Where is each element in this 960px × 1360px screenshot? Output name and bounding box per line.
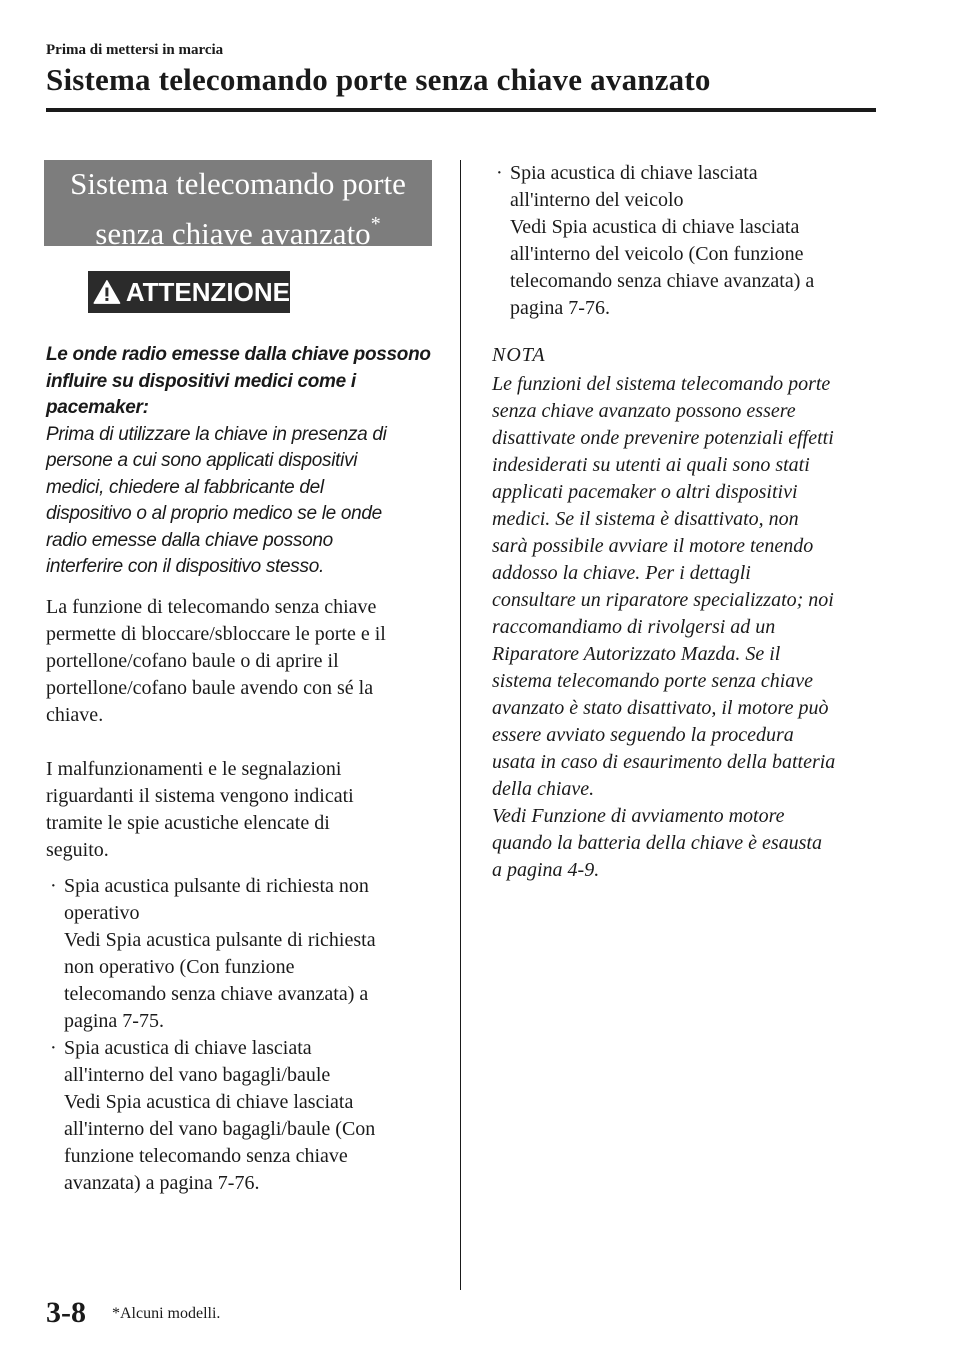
warning-label: ATTENZIONE: [125, 276, 290, 307]
note-line: avanzato è stato disattivato, il motore può: [492, 697, 829, 719]
cross-reference[interactable]: pagina 7-76.: [510, 297, 610, 319]
warning-triangle-icon: [92, 274, 122, 310]
cross-reference[interactable]: non operativo (Con funzione: [64, 956, 295, 978]
note-heading: NOTA: [492, 344, 546, 366]
cross-reference[interactable]: telecomando senza chiave avanzata) a: [64, 983, 369, 1005]
section-title-box: [44, 160, 432, 251]
note-line: applicati pacemaker o altri dispositivi: [492, 481, 798, 503]
cross-reference[interactable]: Vedi Spia acustica di chiave lasciata: [510, 216, 800, 238]
list-item-line: Spia acustica di chiave lasciata: [64, 1037, 312, 1059]
section-title-line-1: Sistema telecomando porte: [70, 166, 406, 201]
section-title-line-2: senza chiave avanzato*: [95, 213, 381, 251]
warning-label-box: [88, 271, 290, 313]
paragraph-malfunctions: [46, 756, 446, 864]
list-item: [492, 160, 892, 322]
note-line: usata in caso di esaurimento della batteria: [492, 751, 836, 773]
paragraph-line: portellone/cofano baule avendo con sé la: [46, 677, 374, 699]
cross-reference[interactable]: funzione telecomando senza chiave: [64, 1145, 348, 1167]
bullet-dot: ·: [50, 875, 57, 897]
cross-reference[interactable]: Vedi Funzione di avviamento motore: [492, 805, 785, 827]
note-line: essere avviato seguendo la procedura: [492, 724, 794, 746]
list-item: [46, 1035, 446, 1197]
list-item-line: operativo: [64, 902, 140, 924]
cross-reference[interactable]: quando la batteria della chiave è esausta: [492, 832, 822, 854]
warning-body-line: medici, chiedere al fabbricante del: [46, 476, 324, 498]
paragraph-line: La funzione di telecomando senza chiave: [46, 596, 377, 618]
cross-reference[interactable]: avanzata) a pagina 7-76.: [64, 1172, 260, 1194]
paragraph-line: chiave.: [46, 704, 104, 726]
warning-body-line: dispositivo o al proprio medico se le onde: [46, 503, 382, 524]
warning-sound-list: [46, 873, 446, 1197]
warning-bold-line: pacemaker:: [46, 397, 149, 418]
note-line: Riparatore Autorizzato Mazda. Se il: [492, 643, 781, 665]
warning-body-line: persone a cui sono applicati dispositivi: [46, 450, 358, 471]
warning-sound-list-continued: [492, 160, 892, 322]
note-body: [492, 371, 882, 884]
bullet-dot: ·: [496, 162, 503, 184]
page-header-title: Sistema telecomando porte senza chiave avanzato: [46, 62, 711, 97]
cross-reference[interactable]: a pagina 4-9.: [492, 859, 600, 881]
footnote: *Alcuni modelli.: [112, 1305, 221, 1322]
cross-reference[interactable]: Vedi Spia acustica di chiave lasciata: [64, 1091, 354, 1113]
column-divider: [460, 160, 461, 1290]
paragraph-line: tramite le spie acustiche elencate di: [46, 812, 330, 834]
note-line: Le funzioni del sistema telecomando porte: [492, 373, 831, 395]
breadcrumb: Prima di mettersi in marcia: [46, 42, 224, 58]
note-line: raccomandiamo di rivolgersi ad un: [492, 616, 776, 638]
note-line: consultare un riparatore specializzato; noi: [492, 589, 834, 611]
cross-reference[interactable]: Vedi Spia acustica pulsante di richiesta: [64, 929, 376, 951]
list-item-line: Spia acustica di chiave lasciata: [510, 162, 758, 184]
note-line: addosso la chiave. Per i dettagli: [492, 562, 751, 584]
some-models-marker: *: [370, 213, 381, 235]
paragraph-line: I malfunzionamenti e le segnalazioni: [46, 758, 342, 780]
cross-reference[interactable]: all'interno del vano bagagli/baule (Con: [64, 1118, 376, 1140]
note-line: disattivate onde prevenire potenziali effetti: [492, 427, 834, 449]
warning-bold-line: Le onde radio emesse dalla chiave possono: [46, 344, 431, 365]
note-line: senza chiave avanzato possono essere: [492, 400, 796, 422]
note-line: della chiave.: [492, 778, 595, 800]
cross-reference[interactable]: pagina 7-75.: [64, 1010, 164, 1032]
paragraph-intro: [46, 594, 446, 729]
paragraph-line: seguito.: [46, 839, 109, 861]
warning-bold-line: influire su dispositivi medici come i: [46, 370, 356, 392]
paragraph-line: permette di bloccare/sbloccare le porte e il: [46, 623, 386, 645]
list-item-line: Spia acustica pulsante di richiesta non: [64, 875, 369, 897]
note-line: sistema telecomando porte senza chiave: [492, 670, 814, 692]
paragraph-line: portellone/cofano baule o di aprire il: [46, 650, 339, 672]
warning-text: [46, 342, 446, 581]
cross-reference[interactable]: telecomando senza chiave avanzata) a: [510, 270, 815, 292]
warning-body-line: radio emesse dalla chiave possono: [46, 529, 333, 551]
bullet-dot: ·: [50, 1037, 57, 1059]
header-rule: [46, 108, 876, 112]
list-item: [46, 873, 446, 1035]
cross-reference[interactable]: all'interno del veicolo (Con funzione: [510, 243, 804, 265]
note-line: sarà possibile avviare il motore tenendo: [492, 535, 814, 557]
warning-body-line: interferire con il dispositivo stesso.: [46, 556, 324, 577]
warning-body-line: Prima di utilizzare la chiave in presenza di: [46, 423, 387, 445]
page-number: 3-8: [46, 1296, 86, 1329]
note-line: medici. Se il sistema è disattivato, non: [492, 508, 799, 530]
note-line: indesiderati su utenti ai quali sono stati: [492, 454, 810, 476]
paragraph-line: riguardanti il sistema vengono indicati: [46, 785, 354, 807]
list-item-line: all'interno del vano bagagli/baule: [64, 1064, 331, 1086]
list-item-line: all'interno del veicolo: [510, 189, 684, 211]
